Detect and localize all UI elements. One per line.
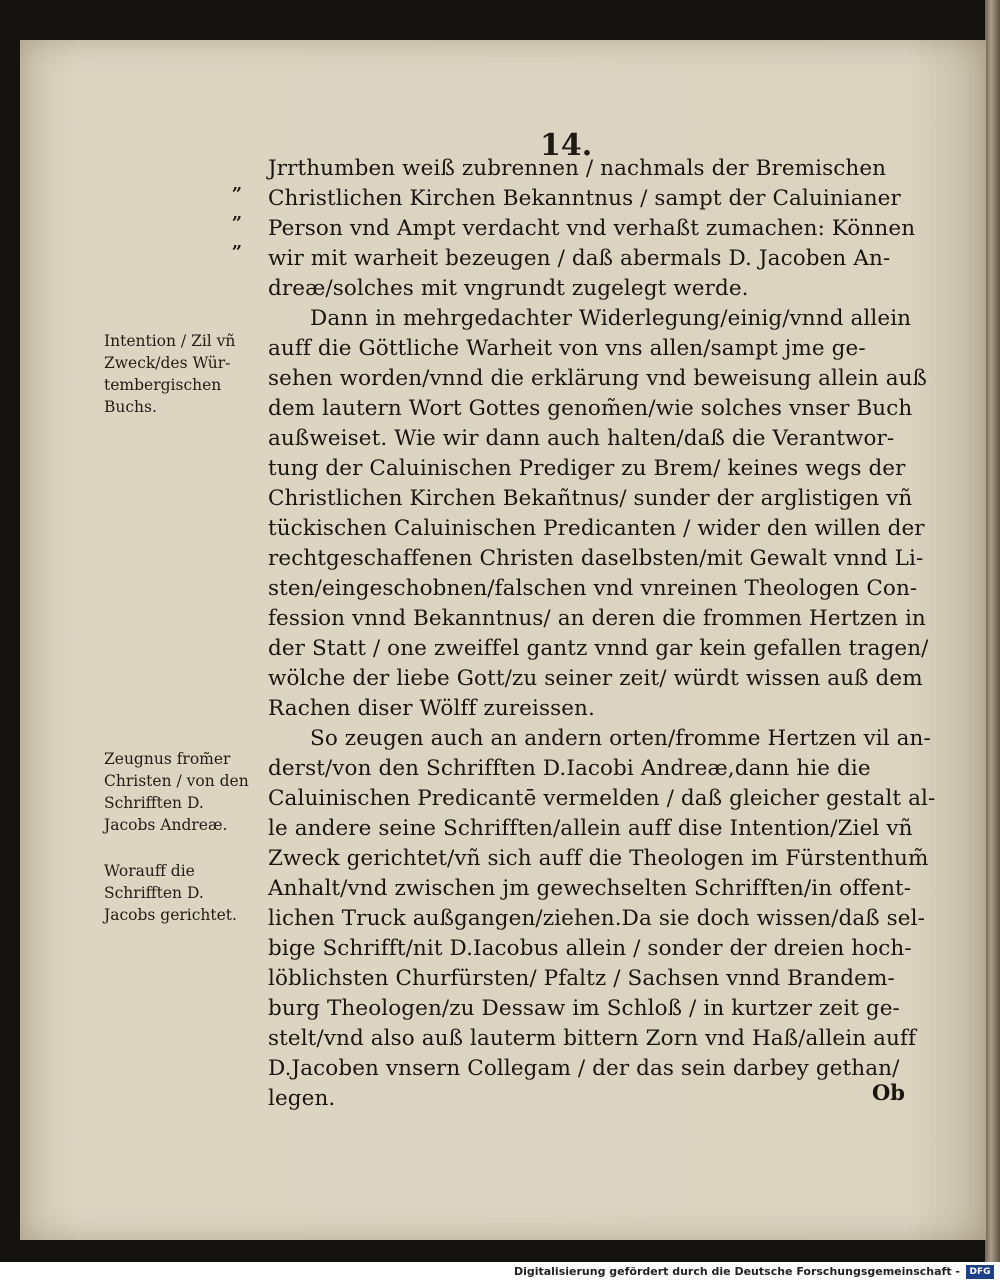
footer-funding-text: Digitalisierung gefördert durch die Deutsche Forschungsgemeinschaft -	[513, 1265, 960, 1278]
dfg-logo: DFG	[966, 1265, 994, 1279]
text-line: sten/eingeschobnen/falschen vnd vnreinen Theologen Con-	[268, 576, 918, 601]
text-line: D.Jacoben vnsern Collegam / der das sein darbey gethan/	[268, 1056, 900, 1081]
body-text	[268, 154, 936, 1114]
text-line: tung der Caluinischen Prediger zu Brem/ keines wegs der	[268, 456, 906, 481]
text-line: tückischen Caluinischen Predicanten / wider den willen der	[268, 516, 925, 541]
text-line: stelt/vnd also auß lauterm bittern Zorn vnd Haß/allein auff	[268, 1026, 917, 1051]
text-line: bige Schrifft/nit D.Iacobus allein / sonder der dreien hoch-	[268, 936, 912, 961]
text-line: wir mit warheit bezeugen / daß abermals D. Jacoben An-	[268, 246, 891, 271]
quote-mark: „	[232, 232, 243, 253]
margin-note-zeugnus	[104, 748, 284, 836]
text-line: Person vnd Ampt verdacht vnd verhaßt zumachen: Können	[268, 216, 916, 241]
margin-note-line: Worauff die	[104, 862, 195, 880]
margin-note-line: Zeugnus from̃er	[104, 750, 231, 768]
margin-note-line: tembergischen	[104, 376, 222, 394]
text-line: löblichsten Churfürsten/ Pfaltz / Sachsen vnnd Brandem-	[268, 966, 895, 991]
margin-note-intention	[104, 330, 284, 418]
catchword: Ob	[872, 1080, 905, 1105]
text-line: Caluinischen Predicantē vermelden / daß gleicher gestalt al-	[268, 786, 936, 811]
text-line: le andere seine Schrifften/allein auff dise Intention/Ziel vñ	[268, 816, 913, 841]
footer-bar	[0, 1262, 1000, 1282]
quote-mark: „	[232, 203, 243, 224]
text-line: Anhalt/vnd zwischen jm gewechselten Schrifften/in offent-	[268, 876, 912, 901]
margin-note-line: Schrifften D.	[104, 884, 204, 902]
text-line: Zweck gerichtet/vñ sich auff die Theologen im Fürstenthum̃	[268, 846, 929, 871]
margin-note-line: Zweck/des Wür-	[104, 354, 231, 372]
text-line: wölche der liebe Gott/zu seiner zeit/ würdt wissen auß dem	[268, 666, 923, 691]
text-line: rechtgeschaffenen Christen daselbsten/mit Gewalt vnnd Li-	[268, 546, 924, 571]
text-line: Jrrthumben weiß zubrennen / nachmals der Bremischen	[268, 156, 887, 181]
text-line: der Statt / one zweiffel gantz vnnd gar kein gefallen tragen/	[268, 636, 929, 661]
margin-note-line: Intention / Zil vñ	[104, 332, 236, 350]
margin-note-line: Christen / von den	[104, 772, 249, 790]
paragraph-start-line: Dann in mehrgedachter Widerlegung/einig/vnnd allein	[310, 306, 912, 331]
text-line: sehen worden/vnnd die erklärung vnd beweisung allein auß	[268, 366, 928, 391]
text-line: derst/von den Schrifften D.Iacobi Andreæ,dann hie die	[268, 756, 871, 781]
text-line: dem lautern Wort Gottes genom̃en/wie solches vnser Buch	[268, 396, 913, 421]
page-number: 14.	[540, 128, 593, 163]
text-line: fession vnnd Bekanntnus/ an deren die frommen Hertzen in	[268, 606, 926, 631]
margin-note-line: Buchs.	[104, 398, 157, 416]
page-edge	[985, 0, 1000, 1262]
margin-note-line: Jacobs Andreæ.	[104, 816, 228, 834]
text-line: Christlichen Kirchen Bekanntnus / sampt der Caluinianer	[268, 186, 901, 211]
margin-note-line: Schrifften D.	[104, 794, 204, 812]
paragraph-start-line: So zeugen auch an andern orten/fromme Hertzen vil an-	[310, 726, 931, 751]
text-line: legen.	[268, 1086, 336, 1111]
text-line: lichen Truck außgangen/ziehen.Da sie doch wissen/daß sel-	[268, 906, 925, 931]
margin-note-worauff	[104, 860, 284, 926]
text-line: außweiset. Wie wir dann auch halten/daß die Verantwor-	[268, 426, 895, 451]
text-line: Rachen diser Wölff zureissen.	[268, 696, 595, 721]
quote-mark: „	[232, 174, 243, 195]
quotation-marks	[232, 170, 262, 257]
margin-note-line: Jacobs gerichtet.	[104, 906, 237, 924]
text-line: Christlichen Kirchen Bekañtnus/ sunder der arglistigen vñ	[268, 486, 913, 511]
text-line: dreæ/solches mit vngrundt zugelegt werde.	[268, 276, 749, 301]
text-line: burg Theologen/zu Dessaw im Schloß / in kurtzer zeit ge-	[268, 996, 900, 1021]
text-line: auff die Göttliche Warheit von vns allen/sampt jme ge-	[268, 336, 866, 361]
